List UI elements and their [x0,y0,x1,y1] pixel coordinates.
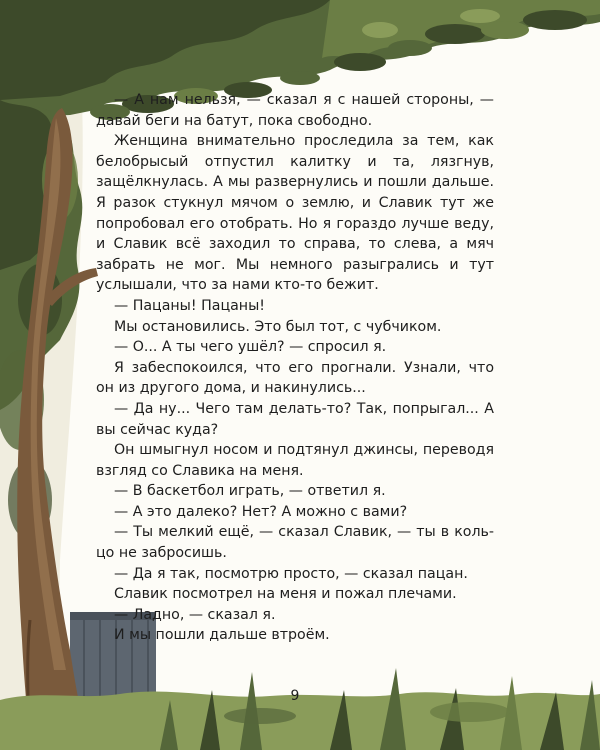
paragraph: — А нам нельзя, — сказал я с нашей стороны, — давай беги на батут, пока свободно. [96,92,494,129]
paragraph: — Да я так, посмотрю просто, — сказал пацан. [114,565,468,582]
paragraph: — В баскетбол играть, — ответил я. [114,483,386,500]
paragraph: Мы остановились. Это был тот, с чубчиком. [114,318,442,335]
paragraph: Он шмыгнул носом и подтянул джинсы, переводя взгляд со Славика на меня. [96,442,494,479]
page-number: 9 [290,688,300,704]
paragraph: — Пацаны! Пацаны! [114,297,265,314]
paragraph: — А это далеко? Нет? А можно с вами? [114,503,408,520]
paragraph: Славик посмотрел на меня и пожал плечами. [114,586,457,603]
story-text [96,90,494,646]
paragraph: — Да ну... Чего там делать-то? Так, попрыгал... А вы сейчас куда? [96,400,494,438]
paragraph: Женщина внимательно проследила за тем, как белобрысый отпустил калитку и та, лязгнув, защёлкнулась. А мы развернулись и пошли дальше. Я разок стукнул мячом о землю, и Славик тут же попробовал его отобрать. Но я гораздо лучше веду, и Славик всё заходил то справа, то слева, а мяч забрать не мог. Мы немного разыгрались и тут услышали, что за нами кто-то бежит. [96,133,494,294]
paragraph: — О... А ты чего ушёл? — спросил я. [114,339,387,356]
paragraph: Я забеспокоился, что его прогнали. Узнали, что он из другого дома, и накинулись... [96,359,494,397]
paragraph: — Ладно, — сказал я. [114,606,276,623]
paragraph: — Ты мелкий ещё, — сказал Славик, — ты в кольцо не забросишь. [96,524,494,562]
paragraph: И мы пошли дальше втроём. [114,627,330,644]
